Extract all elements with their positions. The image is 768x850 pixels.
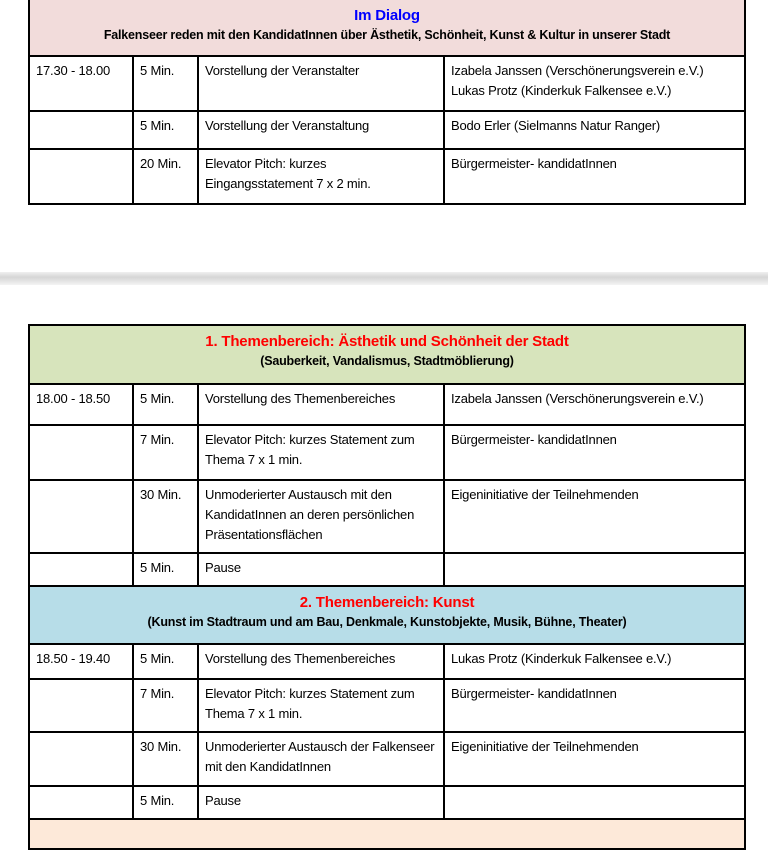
agenda-item-cell: Elevator Pitch: kurzes Statement zum Thema 7 x 1 min. [198, 679, 444, 732]
time-cell [29, 553, 133, 586]
agenda-item-cell: Elevator Pitch: kurzes Eingangsstatement 7 x 2 min. [198, 149, 444, 204]
time-cell [29, 111, 133, 149]
agenda-item-cell: Unmoderierter Austausch der Falkenseer mit den KandidatInnen [198, 732, 444, 786]
speaker-cell: Bodo Erler (Sielmanns Natur Ranger) [444, 111, 745, 149]
section-header [29, 586, 745, 644]
table-row [29, 553, 745, 586]
speaker-cell: Izabela Janssen (Verschönerungsverein e.V.) Lukas Protz (Kinderkuk Falkensee e.V.) [444, 56, 745, 111]
time-cell [29, 149, 133, 204]
table-row [29, 149, 745, 204]
speaker-cell: Eigeninitiative der Teilnehmenden [444, 732, 745, 786]
duration-cell: 5 Min. [133, 786, 198, 819]
time-cell: 17.30 - 18.00 [29, 56, 133, 111]
agenda-item-cell: Vorstellung des Themenbereiches [198, 384, 444, 425]
agenda-item-cell: Vorstellung des Themenbereiches [198, 644, 444, 679]
section-header [29, 325, 745, 384]
time-cell [29, 679, 133, 732]
time-cell: 18.50 - 19.40 [29, 644, 133, 679]
speaker-cell: Izabela Janssen (Verschönerungsverein e.V.) [444, 384, 745, 425]
schedule-table-page-2 [28, 324, 746, 850]
time-cell [29, 480, 133, 553]
table-row [29, 732, 745, 786]
table-row [29, 384, 745, 425]
schedule-table-page-1 [28, 0, 746, 205]
page-separator [0, 272, 768, 285]
section-subtitle: (Sauberkeit, Vandalismus, Stadtmöblierung) [260, 354, 514, 368]
speaker-cell: Bürgermeister- kandidatInnen [444, 679, 745, 732]
section-title: Im Dialog [354, 7, 420, 24]
duration-cell: 7 Min. [133, 425, 198, 480]
agenda-item-cell: Vorstellung der Veranstaltung [198, 111, 444, 149]
table-row [29, 480, 745, 553]
speaker-cell: Lukas Protz (Kinderkuk Falkensee e.V.) [444, 644, 745, 679]
duration-cell: 7 Min. [133, 679, 198, 732]
duration-cell: 5 Min. [133, 644, 198, 679]
duration-cell: 20 Min. [133, 149, 198, 204]
duration-cell: 5 Min. [133, 553, 198, 586]
duration-cell: 5 Min. [133, 56, 198, 111]
time-cell: 18.00 - 18.50 [29, 384, 133, 425]
speaker-cell [444, 786, 745, 819]
section-header-row [29, 0, 745, 56]
table-row [29, 644, 745, 679]
speaker-cell [444, 553, 745, 586]
time-cell [29, 786, 133, 819]
time-cell [29, 732, 133, 786]
section-header-row [29, 586, 745, 644]
duration-cell: 30 Min. [133, 732, 198, 786]
section-subtitle: (Kunst im Stadtraum und am Bau, Denkmale, Kunstobjekte, Musik, Bühne, Theater) [147, 615, 627, 629]
duration-cell: 5 Min. [133, 384, 198, 425]
time-cell [29, 425, 133, 480]
table-row [29, 56, 745, 111]
agenda-item-cell: Elevator Pitch: kurzes Statement zum Thema 7 x 1 min. [198, 425, 444, 480]
section-subtitle: Falkenseer reden mit den KandidatInnen über Ästhetik, Schönheit, Kunst & Kultur in unserer Stadt [103, 28, 671, 42]
duration-cell: 5 Min. [133, 111, 198, 149]
table-row [29, 425, 745, 480]
section-header [29, 0, 745, 56]
table-row [29, 111, 745, 149]
next-section-header [29, 819, 745, 849]
agenda-item-cell: Vorstellung der Veranstalter [198, 56, 444, 111]
agenda-item-cell: Unmoderierter Austausch mit den KandidatInnen an deren persönlichen Präsentationsflächen [198, 480, 444, 553]
duration-cell: 30 Min. [133, 480, 198, 553]
table-row [29, 679, 745, 732]
table-row [29, 786, 745, 819]
section-title: 1. Themenbereich: Ästhetik und Schönheit der Stadt [205, 333, 569, 350]
section-title: 2. Themenbereich: Kunst [299, 594, 475, 611]
agenda-item-cell: Pause [198, 786, 444, 819]
speaker-cell: Bürgermeister- kandidatInnen [444, 425, 745, 480]
speaker-cell: Eigeninitiative der Teilnehmenden [444, 480, 745, 553]
speaker-cell: Bürgermeister- kandidatInnen [444, 149, 745, 204]
next-section-header-row [29, 819, 745, 849]
section-header-row [29, 325, 745, 384]
agenda-item-cell: Pause [198, 553, 444, 586]
